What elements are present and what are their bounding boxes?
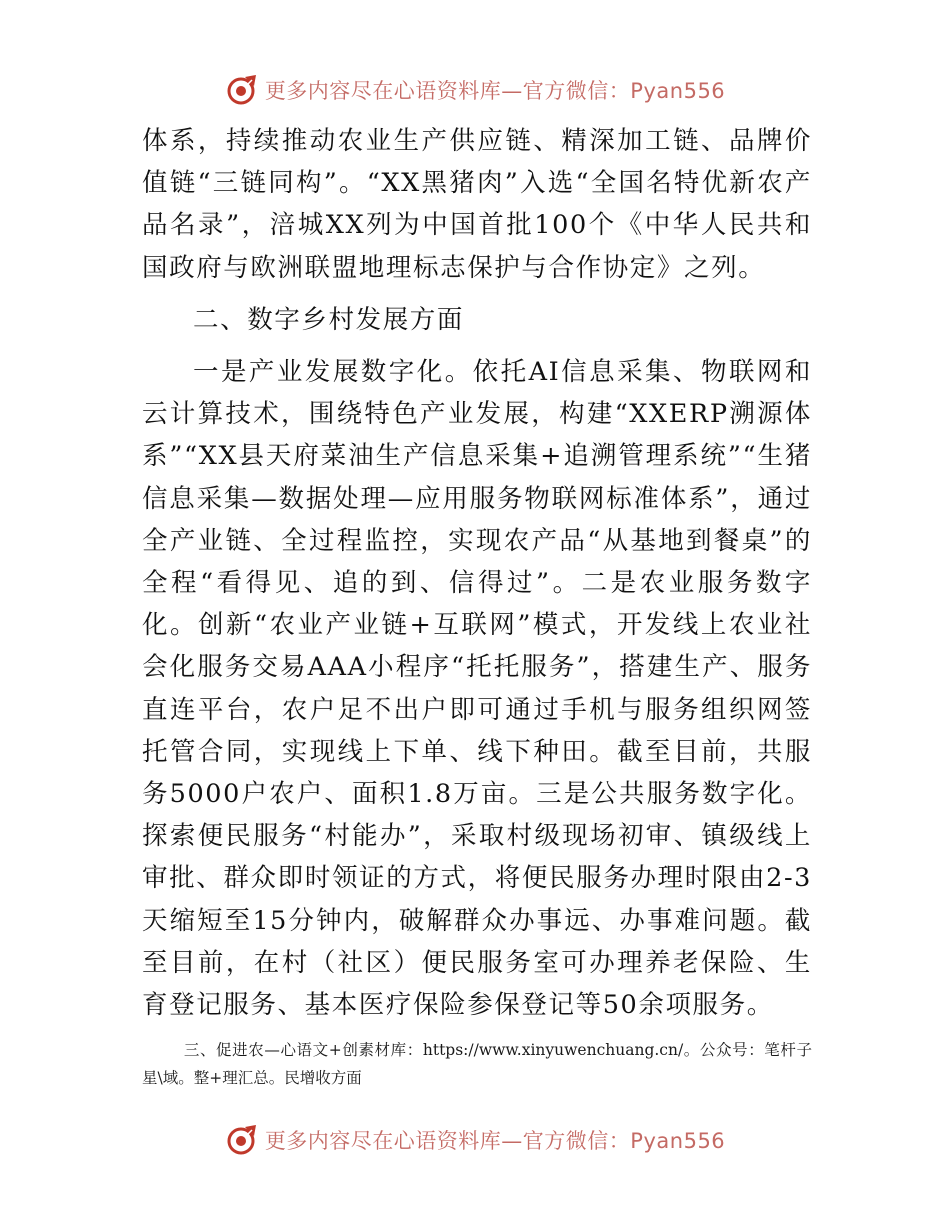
footer-banner bbox=[0, 1120, 950, 1160]
paragraph-continuation: 体系，持续推动农业生产供应链、精深加工链、品牌价值链“三链同构”。“XX黑猪肉”入选“全国名特优新农产品名录”，涪城XX列为中国首批100个《中华人民共和国政府与欧洲联盟地理标志保护与合作协定》之列。 bbox=[142, 126, 812, 283]
pen-nib-logo-icon bbox=[225, 1123, 259, 1157]
header-banner bbox=[0, 70, 950, 110]
pen-nib-logo-icon bbox=[225, 73, 259, 107]
banner-text: 更多内容尽在心语资料库—官方微信：Pyan556 bbox=[264, 1129, 726, 1153]
section-heading-income-footnote: 三、促进农—心语文+创素材库：https://www.xinyuwenchuang.cn/。公众号：笔杆子星\域。整+理汇总。民增收方面 bbox=[142, 1041, 812, 1088]
banner-text: 更多内容尽在心语资料库—官方微信：Pyan556 bbox=[264, 79, 726, 103]
section-heading-digital-village: 二、数字乡村发展方面 bbox=[193, 304, 465, 335]
document-body bbox=[142, 120, 812, 1108]
paragraph-digital-village: 一是产业发展数字化。依托AI信息采集、物联网和云计算技术，围绕特色产业发展，构建“XXERP溯源体系”“XX县天府菜油生产信息采集+追溯管理系统”“生猪信息采集—数据处理—应用服务物联网标准体系”，通过全产业链、全过程监控，实现农产品“从基地到餐桌”的全程“看得见、追的到、信得过”。二是农业服务数字化。创新“农业产业链+互联网”模式，开发线上农业社会化服务交易AAA小程序“托托服务”，搭建生产、服务直连平台，农户足不出户即可通过手机与服务组织网签托管合同，实现线上下单、线下种田。截至目前，共服务5000户农户、面积1.8万亩。三是公共服务数字化。探索便民服务“村能办”，采取村级现场初审、镇级线上审批、群众即时领证的方式，将便民服务办理时限由2-3天缩短至15分钟内，破解群众办事远、办事难问题。截至目前，在村（社区）便民服务室可办理养老保险、生育登记服务、基本医疗保险参保登记等50余项服务。 bbox=[142, 357, 812, 1021]
